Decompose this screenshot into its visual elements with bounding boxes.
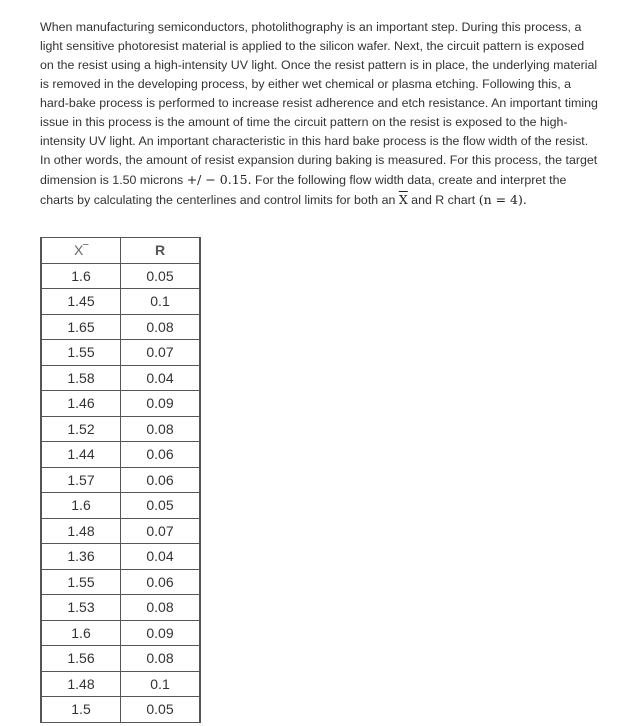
range-value-cell: 0.06 [121, 569, 201, 595]
table-row [41, 620, 200, 646]
table-row [41, 518, 200, 544]
xbar-symbol: $\overline{X}$ [398, 192, 408, 207]
xbar-value-cell: 1.55 [41, 569, 121, 595]
xbar-value-cell: 1.6 [41, 263, 121, 289]
r-column-header: R [121, 238, 201, 264]
table-row [41, 314, 200, 340]
range-value-cell: 0.08 [121, 416, 201, 442]
xbar-value-cell: 1.6 [41, 620, 121, 646]
table-row [41, 442, 200, 468]
problem-text-mid: For the following flow width data, create and interpret the charts by calculating the centerlines and control limits for both an [40, 173, 567, 207]
range-value-cell: 0.06 [121, 442, 201, 468]
xbar-value-cell: 1.46 [41, 391, 121, 417]
range-value-cell: 0.1 [121, 671, 201, 697]
xbar-value-cell: 1.48 [41, 671, 121, 697]
xbar-value-cell: 1.44 [41, 442, 121, 468]
xbar-value-cell: 1.56 [41, 646, 121, 672]
range-value-cell: 0.08 [121, 314, 201, 340]
sample-size-expression: (n = 4) [478, 192, 523, 207]
range-value-cell: 0.1 [121, 289, 201, 315]
xbar-value-cell: 1.57 [41, 467, 121, 493]
xbar-value-cell: 1.48 [41, 518, 121, 544]
table-row [41, 671, 200, 697]
table-row [41, 493, 200, 519]
table-row [41, 416, 200, 442]
xbar-value-cell: 1.6 [41, 493, 121, 519]
range-value-cell: 0.06 [121, 467, 201, 493]
range-value-cell: 0.05 [121, 263, 201, 289]
table-header-row [41, 238, 200, 264]
problem-text-main: When manufacturing semiconductors, photolithography is an important step. During this process, a light sensitive photoresist material is applied to the silicon wafer. Next, the circuit pattern is exposed on the resist using a high-intensity UV light. Once the resist pattern is in place, the underlying material is removed in the developing process, by either wet chemical or plasma etching. Following this, a hard-bake process is performed to increase resist adherence and etch resistance. An important timing issue in this process is the amount of time the circuit pattern on the resist is exposed to the high-intensity UV light. An important characteristic in this hard bake process is the flow width of the resist. In other words, the amount of resist expansion during baking is measured. For this process, the target dimension is 1.50 microns [40, 20, 598, 187]
range-value-cell: 0.04 [121, 365, 201, 391]
table-row [41, 263, 200, 289]
range-value-cell: 0.09 [121, 620, 201, 646]
table-row [41, 569, 200, 595]
table-row [41, 289, 200, 315]
xbar-column-header: X‾ [41, 238, 121, 264]
xbar-value-cell: 1.65 [41, 314, 121, 340]
xbar-value-cell: 1.45 [41, 289, 121, 315]
table-row [41, 365, 200, 391]
problem-text-and: and R chart [407, 193, 479, 207]
range-value-cell: 0.09 [121, 391, 201, 417]
table-body [41, 263, 200, 722]
table-row [41, 391, 200, 417]
range-value-cell: 0.05 [121, 493, 201, 519]
tolerance-expression: +/ − 0.15. [186, 172, 252, 187]
table-row [41, 697, 200, 723]
xbar-value-cell: 1.52 [41, 416, 121, 442]
xbar-value-cell: 1.36 [41, 544, 121, 570]
range-value-cell: 0.05 [121, 697, 201, 723]
xbar-value-cell: 1.53 [41, 595, 121, 621]
table-row [41, 646, 200, 672]
table-row [41, 595, 200, 621]
problem-statement [40, 18, 600, 210]
table-row [41, 467, 200, 493]
table-row [41, 544, 200, 570]
range-value-cell: 0.04 [121, 544, 201, 570]
xbar-value-cell: 1.55 [41, 340, 121, 366]
problem-text-end: . [522, 192, 527, 207]
flow-width-data-table [40, 237, 201, 723]
xbar-value-cell: 1.5 [41, 697, 121, 723]
range-value-cell: 0.07 [121, 518, 201, 544]
table-row [41, 340, 200, 366]
range-value-cell: 0.07 [121, 340, 201, 366]
range-value-cell: 0.08 [121, 595, 201, 621]
range-value-cell: 0.08 [121, 646, 201, 672]
xbar-value-cell: 1.58 [41, 365, 121, 391]
